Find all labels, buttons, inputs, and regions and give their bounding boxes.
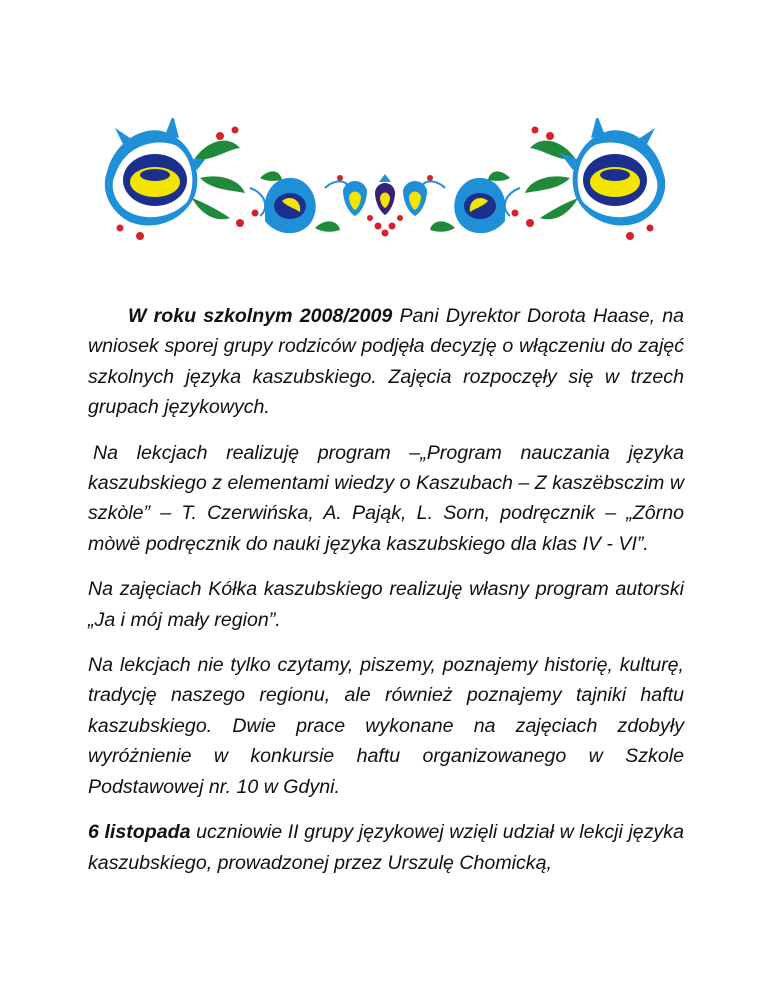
paragraph-intro-lead: W roku szkolnym 2008/2009 [128,305,393,327]
paragraph-november-text: uczniowie II grupy językowej wzięli udział w lekcji języka kaszubskiego, prowadzonej przez Urszulę Chomicką, [88,821,684,874]
paragraph-program [88,438,684,560]
paragraph-intro-text: Pani Dyrektor Dorota Haase, na wniosek sporej grupy rodziców podjęła decyzję o włączeniu do zajęć szkolnych języka kaszubskiego. Zajęcia rozpoczęły się w trzech grupach językowych. [88,305,684,419]
right-medium-flower-icon [454,178,505,233]
right-bud-icon [403,181,427,216]
paragraph-club [88,574,684,635]
paragraph-november-lead: 6 listopada [88,821,191,844]
paragraph-program-text: Na lekcjach realizuję program –„Program nauczania języka kaszubskiego z elementami wiedzy o Kaszubach – Z kaszëbsczim w szkòle” – T. Czerwińska, A. Pająk, L. Sorn, podręcznik – „Zôrno mòwë podręcznik do nauki języka kaszubskiego dla klas IV - VI”. [88,441,684,555]
left-bud-icon [343,181,367,216]
left-medium-flower-icon [265,178,316,233]
article-body [88,301,684,893]
kashubian-embroidery-ornament [100,118,670,248]
paragraph-november [88,817,684,878]
left-large-flower-icon [105,118,211,226]
paragraph-lessons-text: Na lekcjach nie tylko czytamy, piszemy, poznajemy historię, kulturę, tradycję naszego regionu, ale również poznajemy tajniki haftu kaszubskiego. Dwie prace wykonane na zajęciach zdobyły wyróżnienie w konkursie haftu organizowanego w Szkole Podstawowej nr. 10 w Gdyni. [88,654,684,798]
right-large-flower-icon [559,118,665,226]
paragraph-lessons [88,650,684,802]
center-flower-icon [375,174,395,215]
paragraph-intro [88,301,684,423]
paragraph-club-text: Na zajęciach Kółka kaszubskiego realizuję własny program autorski „Ja i mój mały region”. [88,578,684,631]
